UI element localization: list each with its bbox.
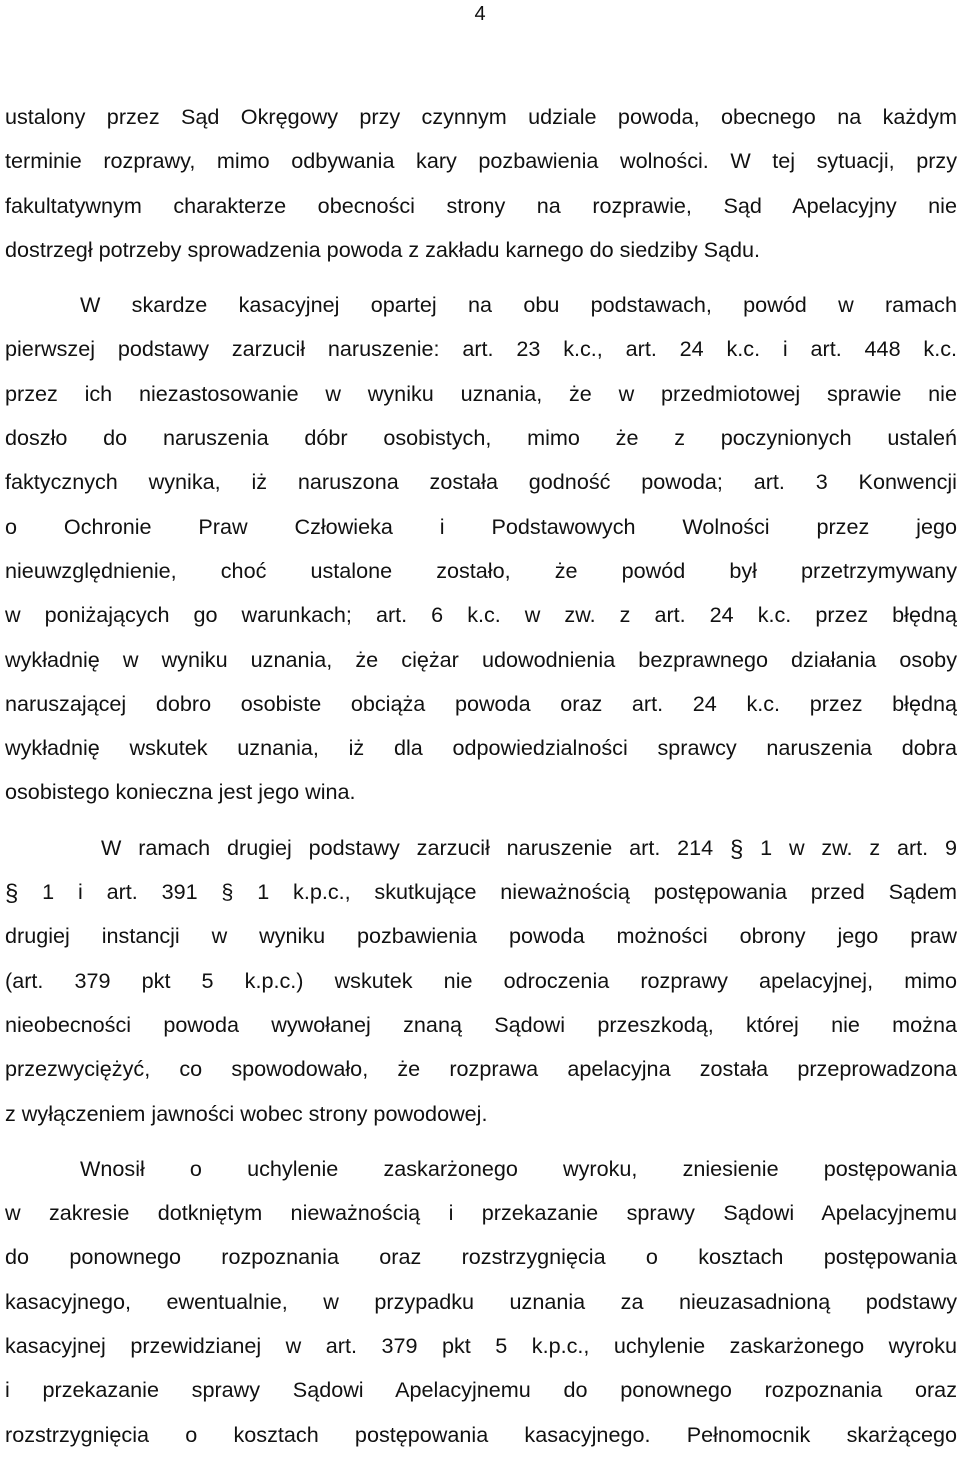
paragraph-4 xyxy=(5,1147,957,1457)
text-line: osobistego konieczna jest jego wina. xyxy=(5,779,356,805)
text-line: faktycznych wynika, iż naruszona została godność powoda; art. 3 Konwencji xyxy=(5,469,957,495)
text-line: do ponownego rozpoznania oraz rozstrzygnięcia o kosztach postępowania xyxy=(5,1244,957,1270)
paragraph-2 xyxy=(5,283,957,815)
text-line: nieuwzględnienie, choć ustalone zostało, że powód był przetrzymywany xyxy=(5,557,957,583)
paragraph-3 xyxy=(5,826,957,1136)
text-line: drugiej instancji w wyniku pozbawienia powoda możności obrony jego praw xyxy=(5,923,957,949)
text-line: pierwszej podstawy zarzucił naruszenie: art. 23 k.c., art. 24 k.c. i art. 448 k.c. xyxy=(5,336,957,362)
text-line: kasacyjnej przewidzianej w art. 379 pkt 5 k.p.c., uchylenie zaskarżonego wyroku xyxy=(5,1333,957,1359)
text-line: wykładnię wskutek uznania, iż dla odpowiedzialności sprawcy naruszenia dobra xyxy=(5,735,957,761)
text-line: fakultatywnym charakterze obecności strony na rozprawie, Sąd Apelacyjny nie xyxy=(5,192,957,218)
text-fragment: W ramach drugiej podstawy zarzucił naruszenie art. 214 xyxy=(101,834,714,860)
text-line: z wyłączeniem jawności wobec strony powodowej. xyxy=(5,1100,488,1126)
text-line xyxy=(5,826,957,870)
document-body xyxy=(5,95,957,1457)
text-fragment: 1 w zw. z art. 9 xyxy=(760,834,957,860)
section-sign: § xyxy=(5,880,19,908)
text-line: kasacyjnego, ewentualnie, w przypadku uznania za nieuzasadnioną podstawy xyxy=(5,1288,957,1314)
page-number: 4 xyxy=(474,3,486,25)
text-line: w poniżających go warunkach; art. 6 k.c. w zw. z art. 24 k.c. przez błędną xyxy=(5,602,957,628)
text-line: dostrzegł potrzeby sprowadzenia powoda z zakładu karnego do siedziby Sądu. xyxy=(5,236,761,262)
text-line: przezwyciężyć, co spowodowało, że rozprawa apelacyjna została przeprowadzona xyxy=(5,1056,957,1082)
text-line: w zakresie dotkniętym nieważnością i przekazanie sprawy Sądowi Apelacyjnemu xyxy=(5,1200,957,1226)
text-fragment: 1 i art. 391 § 1 k.p.c., skutkujące nieważnością postępowania przed Sądem xyxy=(42,879,957,905)
text-line: rozstrzygnięcia o kosztach postępowania kasacyjnego. Pełnomocnik skarżącego xyxy=(5,1421,957,1447)
paragraph-1 xyxy=(5,95,957,272)
text-line: naruszającej dobro osobiste obciąża powoda oraz art. 24 k.c. przez błędną xyxy=(5,690,957,716)
text-line: Wnosił o uchylenie zaskarżonego wyroku, zniesienie postępowania xyxy=(80,1155,957,1181)
text-line: ustalony przez Sąd Okręgowy przy czynnym udziale powoda, obecnego na każdym xyxy=(5,104,957,129)
text-line: W skardze kasacyjnej opartej na obu podstawach, powód w ramach xyxy=(80,292,957,318)
text-line: (art. 379 pkt 5 k.p.c.) wskutek nie odroczenia rozprawy apelacyjnej, mimo xyxy=(5,967,957,993)
text-line: i przekazanie sprawy Sądowi Apelacyjnemu do ponownego rozpoznania oraz xyxy=(5,1377,957,1403)
text-line xyxy=(5,870,957,914)
text-line: doszło do naruszenia dóbr osobistych, mimo że z poczynionych ustaleń xyxy=(5,425,957,451)
text-line: przez ich niezastosowanie w wyniku uznania, że w przedmiotowej sprawie nie xyxy=(5,380,957,406)
text-line: o Ochronie Praw Człowieka i Podstawowych Wolności przez jego xyxy=(5,513,957,539)
text-line: nieobecności powoda wywołanej znaną Sądowi przeszkodą, której nie można xyxy=(5,1011,957,1037)
text-line: terminie rozprawy, mimo odbywania kary pozbawienia wolności. W tej sytuacji, przy xyxy=(5,148,957,174)
section-sign: § xyxy=(729,835,744,863)
text-line: wykładnię w wyniku uznania, że ciężar udowodnienia bezprawnego działania osoby xyxy=(5,646,957,672)
